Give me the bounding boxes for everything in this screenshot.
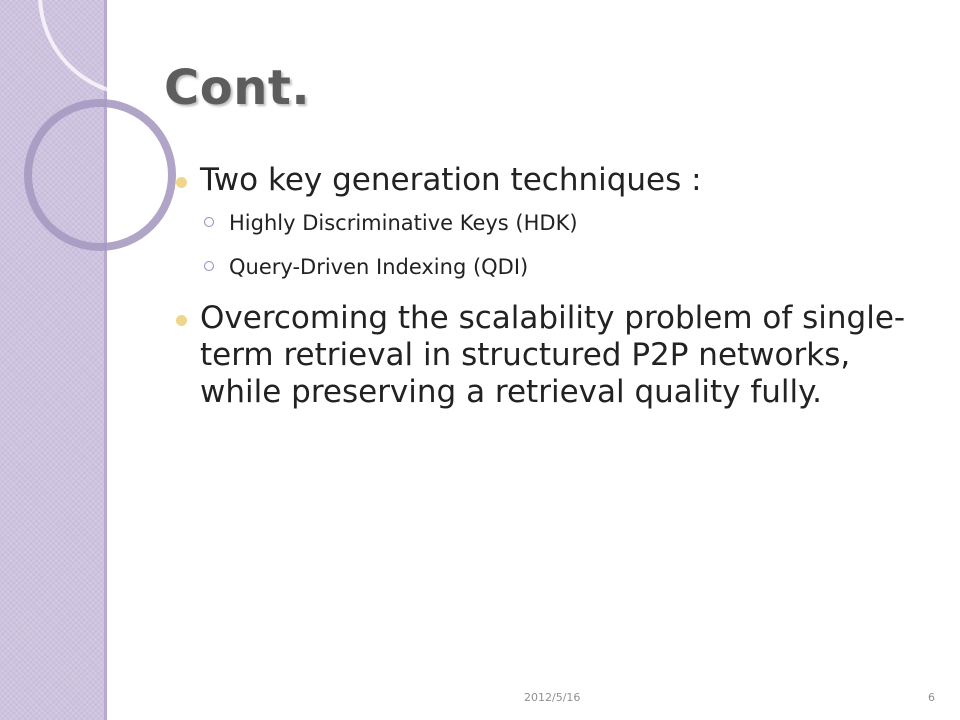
sub-bullet-item [176, 255, 916, 280]
bullet-item [176, 300, 916, 412]
bullet-text: Overcoming the scalability problem of single-term retrieval in structured P2P networks, while preserving a retrieval quality fully. [200, 299, 906, 410]
sub-bullet-item [176, 211, 916, 236]
bullet-dot-icon [176, 177, 187, 188]
sub-bullet-list [176, 211, 916, 280]
footer-page-number: 6 [928, 691, 935, 704]
slide-content [176, 162, 916, 421]
slide-title: Cont. [164, 60, 311, 116]
sub-bullet-circle-icon [204, 261, 214, 271]
sub-bullet-text: Highly Discriminative Keys (HDK) [229, 211, 578, 236]
footer-date: 2012/5/16 [524, 691, 581, 704]
bullet-text: Two key generation techniques : [200, 162, 702, 198]
sub-bullet-circle-icon [204, 217, 214, 227]
bullet-dot-icon [176, 315, 187, 326]
bullet-item [176, 162, 916, 199]
sub-bullet-text: Query-Driven Indexing (QDI) [229, 255, 529, 280]
